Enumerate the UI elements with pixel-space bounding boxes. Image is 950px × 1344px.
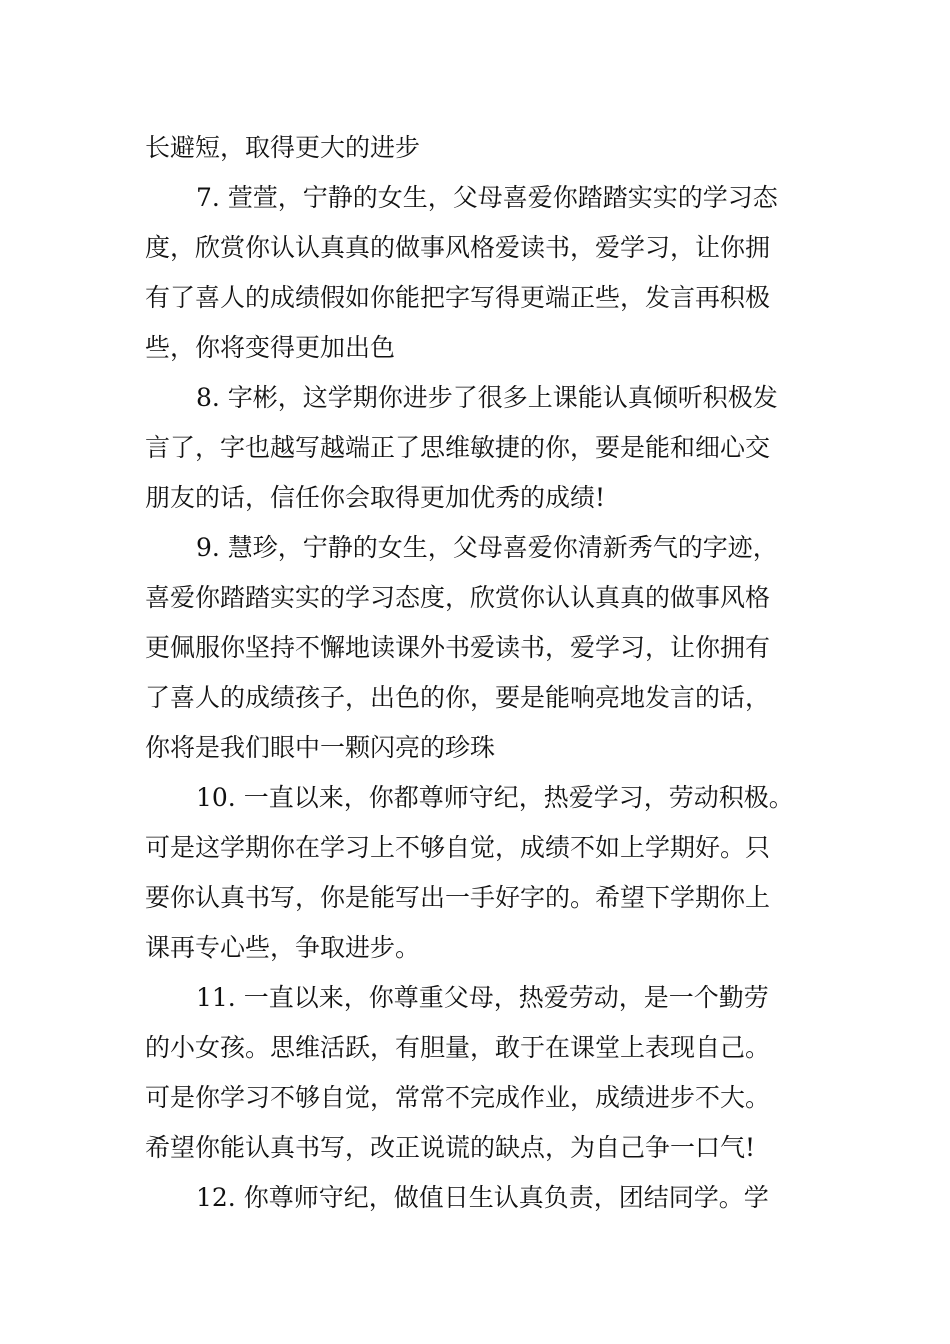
text-line-7: 言了，字也越写越端正了思维敏捷的你，要是能和细心交 — [145, 433, 771, 462]
text-line-1: 长避短，取得更大的进步 — [145, 133, 421, 162]
text-line-2: 7. 萱萱，宁静的女生，父母喜爱你踏踏实实的学习态 — [196, 183, 778, 212]
text-line-12: 了喜人的成绩孩子，出色的你，要是能响亮地发言的话， — [145, 683, 771, 712]
text-line-22: 12. 你尊师守纪，做值日生认真负责，团结同学。学 — [196, 1183, 769, 1212]
text-line-3: 度，欣赏你认认真真的做事风格爱读书，爱学习，让你拥 — [145, 233, 771, 262]
text-line-11: 更佩服你坚持不懈地读课外书爱读书，爱学习，让你拥有 — [145, 633, 771, 662]
text-line-6: 8. 字彬，这学期你进步了很多上课能认真倾听积极发 — [196, 383, 778, 412]
text-line-15: 可是这学期你在学习上不够自觉，成绩不如上学期好。只 — [145, 833, 771, 862]
text-line-13: 你将是我们眼中一颗闪亮的珍珠 — [145, 733, 496, 762]
text-line-20: 可是你学习不够自觉，常常不完成作业，成绩进步不大。 — [145, 1083, 771, 1112]
text-line-14: 10. 一直以来，你都尊师守纪，热爱学习，劳动积极。 — [196, 783, 794, 812]
text-line-8: 朋友的话，信任你会取得更加优秀的成绩! — [145, 483, 606, 512]
text-line-10: 喜爱你踏踏实实的学习态度，欣赏你认认真真的做事风格 — [145, 583, 771, 612]
text-line-18: 11. 一直以来，你尊重父母，热爱劳动，是一个勤劳 — [196, 983, 769, 1012]
text-line-19: 的小女孩。思维活跃，有胆量，敢于在课堂上表现自己。 — [145, 1033, 771, 1062]
text-line-4: 有了喜人的成绩假如你能把字写得更端正些，发言再积极 — [145, 283, 771, 312]
text-line-16: 要你认真书写，你是能写出一手好字的。希望下学期你上 — [145, 883, 771, 912]
text-line-21: 希望你能认真书写，改正说谎的缺点，为自己争一口气! — [145, 1133, 756, 1162]
text-line-5: 些，你将变得更加出色 — [145, 333, 396, 362]
text-line-9: 9. 慧珍，宁静的女生，父母喜爱你清新秀气的字迹， — [196, 533, 778, 562]
text-line-17: 课再专心些，争取进步。 — [145, 933, 421, 962]
